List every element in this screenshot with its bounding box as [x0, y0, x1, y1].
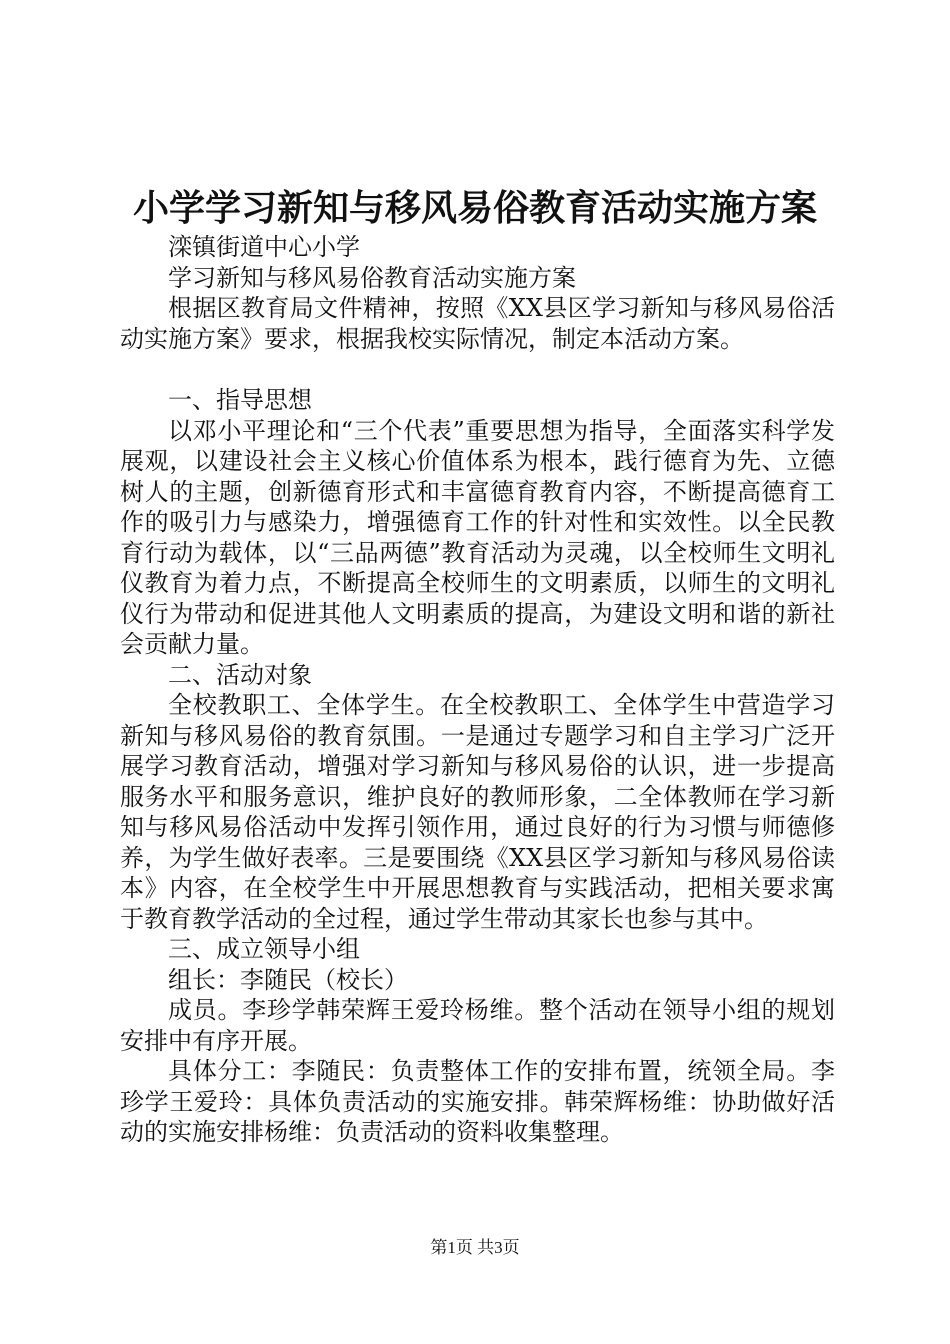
document-title: 小学学习新知与移风易俗教育活动实施方案	[132, 187, 817, 229]
school-name: 滦镇街道中心小学	[168, 233, 360, 261]
paragraph-gap	[120, 354, 835, 385]
guiding-thought-paragraph: 以邓小平理论和“三个代表”重要思想为指导，全面落实科学发展观，以建设社会主义核心价值体系为根本，践行德育为先、立德树人的主题，创新德育形式和丰富德育教育内容，不断提高德育工作的吸引力与感染力，增强德育工作的针对性和实效性。以全民教育行动为载体，以“三品两德”教育活动为灵魂，以全校师生文明礼仪教育为着力点，不断提高全校师生的文明素质，以师生的文明礼仪行为带动和促进其他人文明素质的提高，为建设文明和谐的新社会贡献力量。	[120, 416, 835, 658]
intro-paragraph: 根据区教育局文件精神，按照《XX县区学习新知与移风易俗活动实施方案》要求，根据我校实际情况，制定本活动方案。	[120, 294, 835, 353]
members-paragraph: 成员。李珍学韩荣辉王爱玲杨维。整个活动在领导小组的规划安排中有序开展。	[120, 996, 835, 1055]
group-leader-line: 组长：李随民（校长）	[168, 965, 408, 994]
section-heading-activity-target: 二、活动对象	[168, 660, 312, 689]
page-footer: 第1页 共3页	[430, 1238, 520, 1257]
section-heading-guiding-thought: 一、指导思想	[168, 386, 312, 414]
activity-target-paragraph: 全校教职工、全体学生。在全校教职工、全体学生中营造学习新知与移风易俗的教育氛围。一是通过专题学习和自主学习广泛开展学习教育活动，增强对学习新知与移风易俗的认识，进一步提高服务水平和服务意识，维护良好的教师形象，二全体教师在学习新知与移风易俗活动中发挥引领作用，通过良好的行为习惯与师德修养，为学生做好表率。三是要围绕《XX县区学习新知与移风易俗读本》内容，在全校学生中开展思想教育与实践活动，把相关要求寓于教育教学活动的全过程，通过学生带动其家长也参与其中。	[120, 691, 835, 933]
section-heading-leadership-group: 三、成立领导小组	[168, 935, 360, 963]
document-body	[120, 232, 835, 1148]
plan-subtitle: 学习新知与移风易俗教育活动实施方案	[168, 263, 576, 292]
division-of-work-paragraph: 具体分工：李随民：负责整体工作的安排布置，统领全局。李珍学王爱玲：具体负责活动的实施安排。韩荣辉杨维：协助做好活动的实施安排杨维：负责活动的资料收集整理。	[120, 1057, 835, 1146]
